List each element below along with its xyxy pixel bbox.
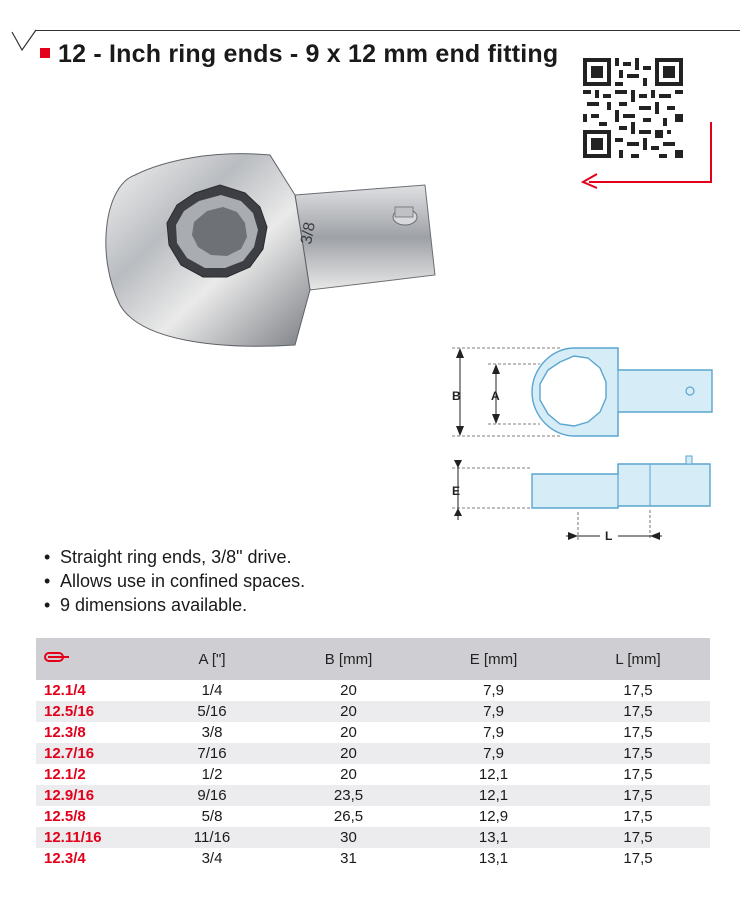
table-row (36, 701, 710, 722)
column-header-l: L [mm] (615, 650, 661, 668)
cell-a: 5/8 (201, 808, 223, 825)
cell-e: 7,9 (483, 703, 504, 720)
reference-cell[interactable]: 12.1/4 (44, 682, 86, 699)
specification-table (36, 638, 710, 869)
cell-l: 17,5 (623, 745, 653, 762)
cell-e: 13,1 (478, 829, 509, 846)
cell-b: 20 (340, 682, 357, 699)
feature-item: • Straight ring ends, 3/8" drive. (44, 547, 292, 567)
cell-e: 12,9 (478, 808, 509, 825)
corner-check-mark-icon (10, 14, 40, 54)
table-row (36, 743, 710, 764)
top-frame-line (36, 30, 740, 31)
column-header-b: B [mm] (324, 650, 373, 668)
cell-a: 5/16 (197, 703, 227, 720)
reference-cell[interactable]: 12.11/16 (44, 829, 102, 846)
cell-b: 20 (340, 724, 357, 741)
dim-label-l: L (605, 529, 613, 543)
engraving-size-label: 3/8 (298, 220, 319, 246)
cell-e: 7,9 (483, 745, 504, 762)
table-row (36, 764, 710, 785)
cell-l: 17,5 (623, 766, 653, 783)
table-row (36, 827, 710, 848)
cell-b: 31 (340, 850, 357, 867)
cell-e: 12,1 (478, 766, 509, 783)
page-title: 12 - Inch ring ends - 9 x 12 mm end fitting (58, 40, 559, 68)
cell-a: 1/2 (201, 766, 223, 783)
cell-l: 17,5 (623, 724, 653, 741)
cell-b: 20 (340, 766, 357, 783)
cell-e: 7,9 (483, 724, 504, 741)
cell-l: 17,5 (623, 682, 653, 699)
cell-e: 12,1 (478, 787, 509, 804)
cell-l: 17,5 (623, 850, 653, 867)
feature-list (44, 545, 305, 617)
cell-l: 17,5 (623, 808, 653, 825)
cell-a: 11/16 (193, 829, 231, 846)
ring-end-fitting-illustration (95, 145, 445, 360)
cell-b: 30 (340, 829, 357, 846)
dim-label-a: A (491, 389, 500, 403)
dimension-diagram (440, 340, 730, 550)
table-row (36, 848, 710, 869)
table-row (36, 785, 710, 806)
reference-column-header (36, 638, 148, 680)
reference-cell[interactable]: 12.1/2 (44, 766, 86, 783)
reference-cell[interactable]: 12.5/8 (44, 808, 86, 825)
cell-b: 23,5 (333, 787, 364, 804)
dim-label-b: B (452, 389, 461, 403)
cell-b: 26,5 (333, 808, 364, 825)
reference-cell[interactable]: 12.9/16 (44, 787, 95, 804)
cell-a: 7/16 (197, 745, 227, 762)
cell-l: 17,5 (623, 787, 653, 804)
reference-cell[interactable]: 12.3/4 (44, 850, 86, 867)
cell-l: 17,5 (623, 829, 653, 846)
reference-cell[interactable]: 12.7/16 (44, 745, 95, 762)
cell-b: 20 (340, 745, 357, 762)
reference-cell[interactable]: 12.5/16 (44, 703, 95, 720)
cell-a: 3/4 (201, 850, 223, 867)
table-row (36, 680, 710, 701)
reference-symbol-icon (44, 650, 70, 664)
reference-cell[interactable]: 12.3/8 (44, 724, 86, 741)
cell-e: 7,9 (483, 682, 504, 699)
title-bullet-square (40, 48, 50, 58)
column-header-e: E [mm] (469, 650, 518, 668)
dim-label-e: E (452, 484, 461, 498)
table-row (36, 722, 710, 743)
feature-item: • 9 dimensions available. (44, 595, 248, 615)
cell-a: 9/16 (197, 787, 227, 804)
table-row (36, 806, 710, 827)
cell-b: 20 (340, 703, 357, 720)
red-corner-arrow-icon (575, 120, 725, 190)
column-header-a: A ["] (198, 650, 226, 668)
cell-a: 1/4 (201, 682, 223, 699)
cell-l: 17,5 (623, 703, 653, 720)
table-header-row (36, 638, 710, 680)
feature-item: • Allows use in confined spaces. (44, 571, 306, 591)
cell-e: 13,1 (478, 850, 509, 867)
cell-a: 3/8 (201, 724, 223, 741)
